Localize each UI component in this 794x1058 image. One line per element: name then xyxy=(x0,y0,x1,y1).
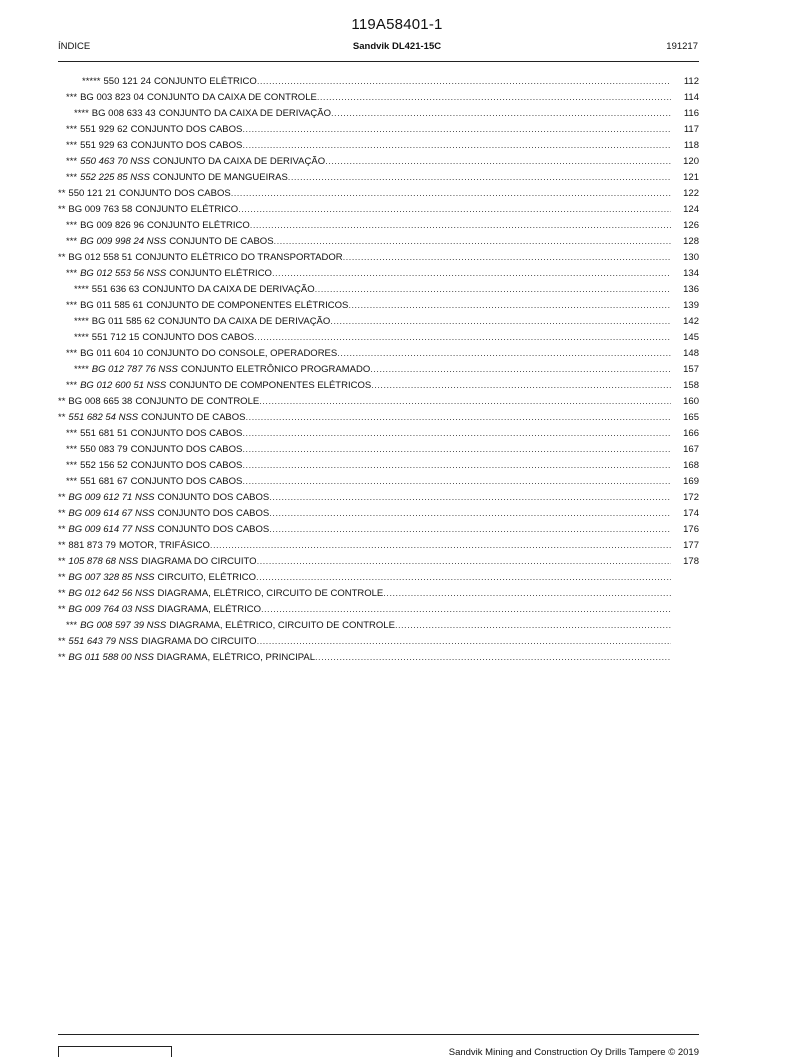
sandvik-logo xyxy=(58,1046,172,1057)
toc-entry[interactable] xyxy=(58,489,699,505)
toc-title: MOTOR, TRIFÁSICO xyxy=(118,540,210,551)
toc-title: CONJUNTO ELETRÔNICO PROGRAMADO xyxy=(180,364,371,375)
toc-level-marker: *** xyxy=(66,220,78,231)
toc-level-marker: *** xyxy=(66,380,78,391)
toc-page-number: 157 xyxy=(683,364,699,375)
toc-title: CONJUNTO DE MANGUEIRAS xyxy=(152,172,288,183)
toc-level-marker: ** xyxy=(58,652,66,663)
toc-page-number: 134 xyxy=(683,268,699,279)
toc-entry[interactable] xyxy=(58,361,699,377)
toc-title: DIAGRAMA, ELÉTRICO, CIRCUITO DE CONTROLE xyxy=(157,588,384,599)
toc-part-number: BG 012 600 51 NSS xyxy=(80,380,167,391)
toc-title: CONJUNTO ELÉTRICO DO TRANSPORTADOR xyxy=(135,252,343,263)
toc-leader-dots xyxy=(259,395,671,409)
toc-leader-dots xyxy=(343,251,671,265)
toc-leader-dots xyxy=(395,619,671,633)
toc-level-marker: *** xyxy=(66,300,78,311)
toc-title: CONJUNTO ELÉTRICO xyxy=(154,76,257,87)
toc-entry[interactable] xyxy=(58,121,699,137)
toc-entry[interactable] xyxy=(58,473,699,489)
toc-part-number: BG 008 633 43 xyxy=(91,108,156,119)
toc-part-number: BG 012 558 51 xyxy=(68,252,133,263)
toc-entry[interactable] xyxy=(58,281,699,297)
toc-leader-dots xyxy=(269,507,671,521)
toc-page-number: 167 xyxy=(683,444,699,455)
toc-entry[interactable] xyxy=(58,521,699,537)
toc-level-marker: *** xyxy=(66,620,78,631)
toc-leader-dots xyxy=(242,123,671,137)
toc-page-number: 118 xyxy=(683,140,699,151)
toc-level-marker: ** xyxy=(58,252,66,263)
toc-level-marker: *** xyxy=(66,172,78,183)
toc-level-marker: **** xyxy=(74,108,89,119)
toc-page-number: 145 xyxy=(683,332,699,343)
toc-page-number: 169 xyxy=(683,476,699,487)
toc-part-number: BG 009 764 03 NSS xyxy=(68,604,155,615)
toc-entry[interactable] xyxy=(58,649,699,665)
toc-title: CONJUNTO DE COMPONENTES ELÉTRICOS xyxy=(169,380,372,391)
toc-part-number: 551 929 63 xyxy=(80,140,128,151)
toc-leader-dots xyxy=(257,635,671,649)
toc-level-marker: *** xyxy=(66,476,78,487)
toc-leader-dots xyxy=(325,155,671,169)
toc-title: CONJUNTO DOS CABOS xyxy=(130,476,243,487)
toc-part-number: 881 873 79 xyxy=(68,540,116,551)
date-code: 191217 xyxy=(666,41,698,52)
toc-title: CONJUNTO ELÉTRICO xyxy=(135,204,239,215)
toc-part-number: 551 681 67 xyxy=(80,476,128,487)
toc-title: CONJUNTO DA CAIXA DE DERIVAÇÃO xyxy=(158,108,331,119)
toc-title: CONJUNTO DA CAIXA DE CONTROLE xyxy=(147,92,317,103)
toc-part-number: 551 643 79 NSS xyxy=(68,636,139,647)
toc-part-number: BG 007 328 85 NSS xyxy=(68,572,155,583)
toc-page-number: 124 xyxy=(683,204,699,215)
toc-level-marker: ** xyxy=(58,572,66,583)
toc-entry[interactable] xyxy=(58,633,699,649)
toc-page-number: 122 xyxy=(683,188,699,199)
toc-leader-dots xyxy=(371,379,671,393)
toc-leader-dots xyxy=(370,363,671,377)
toc-leader-dots xyxy=(315,283,671,297)
toc-title: CONJUNTO DO CONSOLE, OPERADORES xyxy=(146,348,338,359)
machine-model: Sandvik DL421-15C xyxy=(352,41,442,52)
toc-level-marker: *** xyxy=(66,268,78,279)
toc-title: CONJUNTO DA CAIXA DE DERIVAÇÃO xyxy=(158,316,331,327)
toc-part-number: BG 009 612 71 NSS xyxy=(68,492,155,503)
toc-leader-dots xyxy=(288,171,671,185)
toc-leader-dots xyxy=(238,203,671,217)
toc-part-number: BG 012 553 56 NSS xyxy=(80,268,167,279)
toc-page-number: 121 xyxy=(683,172,699,183)
toc-level-marker: *** xyxy=(66,348,78,359)
toc-title: CONJUNTO DOS CABOS xyxy=(157,492,270,503)
toc-page-number: 172 xyxy=(683,492,699,503)
toc-title: DIAGRAMA, ELÉTRICO xyxy=(157,604,261,615)
toc-title: CONJUNTO ELÉTRICO xyxy=(147,220,250,231)
table-of-contents xyxy=(58,73,699,665)
toc-entry[interactable] xyxy=(58,185,699,201)
toc-title: CONJUNTO DOS CABOS xyxy=(157,508,270,519)
toc-part-number: BG 012 787 76 NSS xyxy=(91,364,178,375)
doc-number: 119A58401-1 xyxy=(351,16,443,33)
toc-level-marker: ** xyxy=(58,188,66,199)
toc-level-marker: ** xyxy=(58,524,66,535)
toc-page-number: 116 xyxy=(683,108,699,119)
toc-leader-dots xyxy=(242,427,671,441)
toc-title: CONJUNTO DOS CABOS xyxy=(142,332,255,343)
toc-part-number: BG 011 585 62 xyxy=(91,316,156,327)
toc-part-number: 551 681 51 xyxy=(80,428,128,439)
toc-leader-dots xyxy=(256,571,671,585)
header-rule xyxy=(58,61,699,62)
toc-leader-dots xyxy=(348,299,671,313)
toc-entry[interactable] xyxy=(58,217,699,233)
toc-entry[interactable] xyxy=(58,265,699,281)
toc-title: CONJUNTO DE CONTROLE xyxy=(135,396,260,407)
toc-part-number: 550 121 21 xyxy=(68,188,116,199)
toc-part-number: 105 878 68 NSS xyxy=(68,556,139,567)
toc-level-marker: ** xyxy=(58,540,66,551)
toc-leader-dots xyxy=(257,555,671,569)
toc-page-number: 126 xyxy=(683,220,699,231)
toc-page-number: 176 xyxy=(683,524,699,535)
toc-page-number: 178 xyxy=(683,556,699,567)
toc-title: DIAGRAMA, ELÉTRICO, CIRCUITO DE CONTROLE xyxy=(169,620,395,631)
toc-leader-dots xyxy=(242,459,671,473)
toc-title: CONJUNTO DOS CABOS xyxy=(157,524,270,535)
toc-entry[interactable] xyxy=(58,409,699,425)
toc-level-marker: *** xyxy=(66,140,78,151)
toc-level-marker: ** xyxy=(58,204,66,215)
toc-leader-dots xyxy=(317,91,671,105)
toc-title: CONJUNTO DE COMPONENTES ELÉTRICOS xyxy=(146,300,349,311)
section-title: ÍNDICE xyxy=(58,41,91,52)
toc-level-marker: **** xyxy=(74,364,89,375)
toc-part-number: BG 009 614 67 NSS xyxy=(68,508,155,519)
toc-part-number: BG 011 588 00 NSS xyxy=(68,652,154,663)
toc-leader-dots xyxy=(261,603,671,617)
toc-title: CONJUNTO DA CAIXA DE DERIVAÇÃO xyxy=(152,156,326,167)
toc-entry[interactable] xyxy=(58,553,699,569)
toc-page-number: 114 xyxy=(683,92,699,103)
toc-entry[interactable] xyxy=(58,441,699,457)
toc-page-number: 120 xyxy=(683,156,699,167)
toc-part-number: 550 463 70 NSS xyxy=(80,156,150,167)
toc-title: CONJUNTO DE CABOS xyxy=(141,412,246,423)
toc-level-marker: ** xyxy=(58,492,66,503)
toc-page-number: 177 xyxy=(683,540,699,551)
toc-level-marker: *** xyxy=(66,156,78,167)
toc-entry[interactable] xyxy=(58,169,699,185)
toc-page-number: 165 xyxy=(683,412,699,423)
toc-part-number: BG 008 665 38 xyxy=(68,396,133,407)
toc-entry[interactable] xyxy=(58,153,699,169)
toc-level-marker: **** xyxy=(74,332,89,343)
toc-page-number: 174 xyxy=(683,508,699,519)
toc-page-number: 142 xyxy=(683,316,699,327)
toc-part-number: 551 636 63 xyxy=(91,284,140,295)
toc-entry[interactable] xyxy=(58,73,699,89)
toc-level-marker: *** xyxy=(66,92,78,103)
toc-leader-dots xyxy=(242,139,671,153)
toc-entry[interactable] xyxy=(58,601,699,617)
toc-level-marker: ** xyxy=(58,556,66,567)
toc-level-marker: ** xyxy=(58,636,66,647)
toc-part-number: BG 011 585 61 xyxy=(80,300,144,311)
toc-leader-dots xyxy=(254,331,671,345)
toc-leader-dots xyxy=(274,235,671,249)
toc-level-marker: **** xyxy=(74,316,89,327)
toc-leader-dots xyxy=(210,539,671,553)
toc-part-number: 552 156 52 xyxy=(80,460,128,471)
toc-title: DIAGRAMA, ELÉTRICO, PRINCIPAL xyxy=(156,652,315,663)
toc-entry[interactable] xyxy=(58,89,699,105)
toc-entry[interactable] xyxy=(58,313,699,329)
toc-part-number: 551 712 15 xyxy=(91,332,140,343)
toc-entry[interactable] xyxy=(58,457,699,473)
toc-leader-dots xyxy=(257,75,671,89)
toc-part-number: BG 003 823 04 xyxy=(80,92,145,103)
toc-title: CONJUNTO DOS CABOS xyxy=(130,460,243,471)
toc-page-number: 158 xyxy=(683,380,699,391)
toc-title: CONJUNTO DOS CABOS xyxy=(118,188,231,199)
toc-page-number: 139 xyxy=(683,300,699,311)
toc-part-number: BG 009 826 96 xyxy=(80,220,145,231)
toc-level-marker: ** xyxy=(58,604,66,615)
toc-level-marker: ** xyxy=(58,588,66,599)
toc-level-marker: ** xyxy=(58,396,66,407)
toc-entry[interactable] xyxy=(58,345,699,361)
toc-entry[interactable] xyxy=(58,137,699,153)
toc-part-number: BG 011 604 10 xyxy=(80,348,144,359)
toc-level-marker: ** xyxy=(58,508,66,519)
toc-entry[interactable] xyxy=(58,585,699,601)
toc-level-marker: *** xyxy=(66,460,78,471)
toc-page-number: 128 xyxy=(683,236,699,247)
toc-page-number: 168 xyxy=(683,460,699,471)
toc-leader-dots xyxy=(269,491,671,505)
toc-page-number: 148 xyxy=(683,348,699,359)
toc-leader-dots xyxy=(245,411,671,425)
toc-part-number: 551 682 54 NSS xyxy=(68,412,139,423)
toc-leader-dots xyxy=(337,347,671,361)
toc-entry[interactable] xyxy=(58,201,699,217)
toc-title: CONJUNTO DOS CABOS xyxy=(130,428,243,439)
toc-page-number: 130 xyxy=(683,252,699,263)
toc-leader-dots xyxy=(250,219,671,233)
toc-entry[interactable] xyxy=(58,537,699,553)
toc-page-number: 112 xyxy=(683,76,699,87)
toc-entry[interactable] xyxy=(58,393,699,409)
toc-leader-dots xyxy=(272,267,671,281)
toc-title: CONJUNTO DA CAIXA DE DERIVAÇÃO xyxy=(142,284,315,295)
toc-part-number: 550 083 79 xyxy=(80,444,128,455)
toc-part-number: BG 012 642 56 NSS xyxy=(68,588,155,599)
toc-leader-dots xyxy=(242,475,671,489)
toc-part-number: 552 225 85 NSS xyxy=(80,172,150,183)
toc-title: CONJUNTO DOS CABOS xyxy=(130,124,243,135)
toc-level-marker: *** xyxy=(66,124,78,135)
footer-rule xyxy=(58,1034,699,1035)
toc-leader-dots xyxy=(269,523,671,537)
toc-title: CONJUNTO DOS CABOS xyxy=(130,444,243,455)
toc-title: DIAGRAMA DO CIRCUITO xyxy=(141,556,257,567)
toc-entry[interactable] xyxy=(58,569,699,585)
toc-level-marker: **** xyxy=(74,284,89,295)
toc-level-marker: *** xyxy=(66,428,78,439)
toc-entry[interactable] xyxy=(58,329,699,345)
toc-part-number: BG 009 614 77 NSS xyxy=(68,524,155,535)
toc-entry[interactable] xyxy=(58,249,699,265)
toc-title: CIRCUITO, ELÉTRICO xyxy=(157,572,257,583)
toc-title: CONJUNTO DE CABOS xyxy=(169,236,274,247)
toc-part-number: BG 008 597 39 NSS xyxy=(80,620,167,631)
toc-leader-dots xyxy=(315,651,671,665)
toc-part-number: 550 121 24 xyxy=(103,76,152,87)
toc-entry[interactable] xyxy=(58,105,699,121)
toc-leader-dots xyxy=(383,587,671,601)
toc-entry[interactable] xyxy=(58,233,699,249)
toc-page-number: 117 xyxy=(683,124,699,135)
toc-entry[interactable] xyxy=(58,425,699,441)
toc-title: DIAGRAMA DO CIRCUITO xyxy=(141,636,257,647)
toc-title: CONJUNTO ELÉTRICO xyxy=(169,268,272,279)
toc-title: CONJUNTO DOS CABOS xyxy=(130,140,243,151)
toc-level-marker: *** xyxy=(66,236,78,247)
toc-entry[interactable] xyxy=(58,377,699,393)
toc-page-number: 136 xyxy=(683,284,699,295)
toc-part-number: BG 009 763 58 xyxy=(68,204,133,215)
toc-page-number: 166 xyxy=(683,428,699,439)
toc-level-marker: ***** xyxy=(82,76,101,87)
toc-leader-dots xyxy=(331,107,671,121)
toc-page-number: 160 xyxy=(683,396,699,407)
toc-entry[interactable] xyxy=(58,617,699,633)
toc-entry[interactable] xyxy=(58,297,699,313)
toc-leader-dots xyxy=(231,187,671,201)
toc-part-number: 551 929 62 xyxy=(80,124,128,135)
toc-level-marker: *** xyxy=(66,444,78,455)
toc-part-number: BG 009 998 24 NSS xyxy=(80,236,167,247)
toc-entry[interactable] xyxy=(58,505,699,521)
toc-level-marker: ** xyxy=(58,412,66,423)
footer-copyright: Sandvik Mining and Construction Oy Drills Tampere © 2019 xyxy=(448,1047,699,1058)
toc-leader-dots xyxy=(330,315,671,329)
toc-leader-dots xyxy=(242,443,671,457)
